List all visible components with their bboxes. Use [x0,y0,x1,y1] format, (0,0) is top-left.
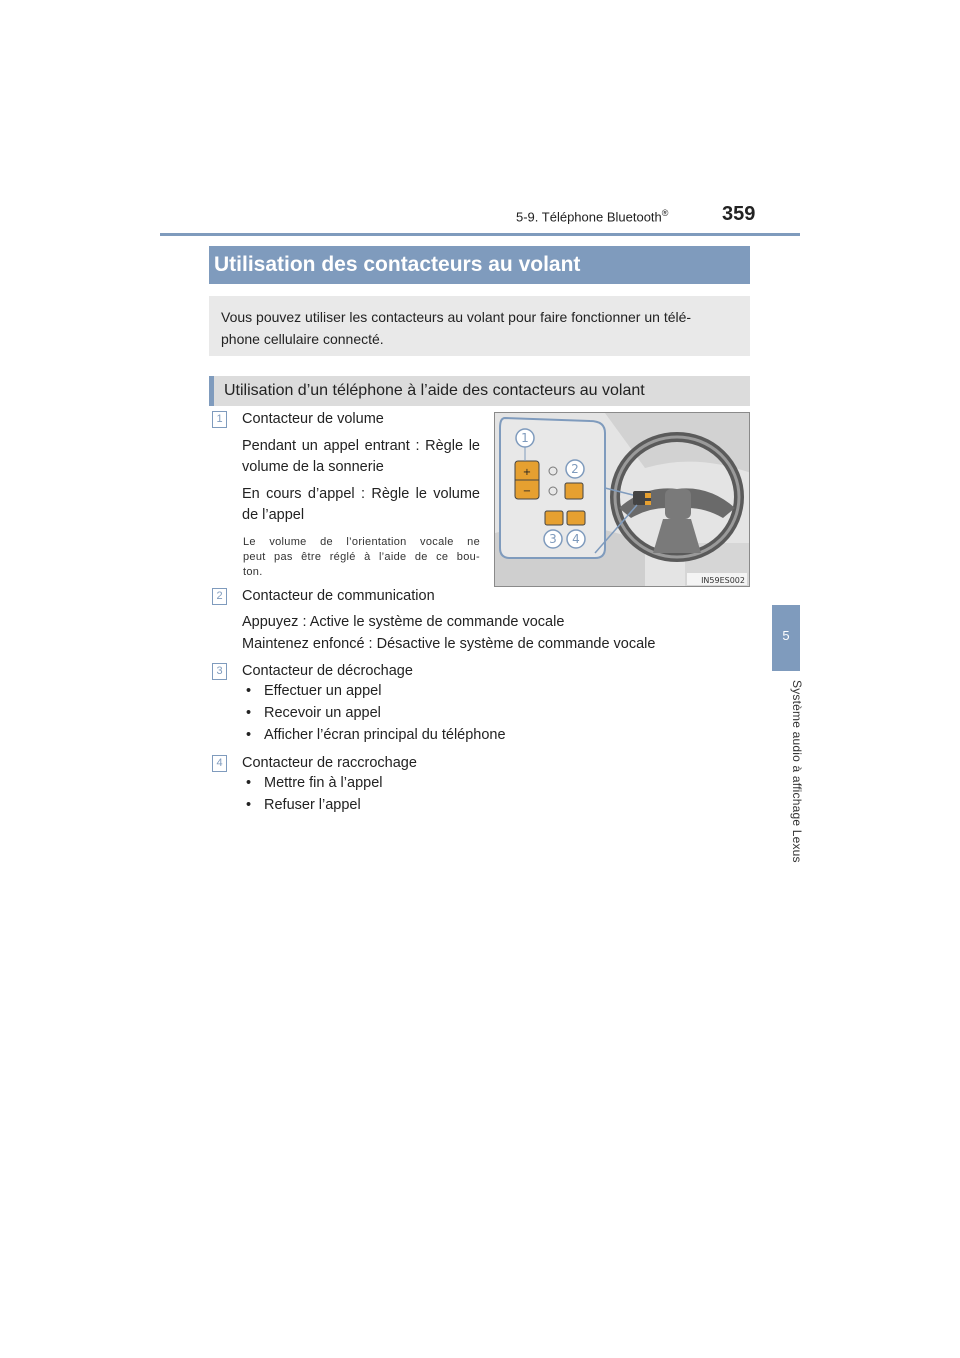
illustration-code: IN59ES002 [701,576,745,585]
item-note: ton. [243,566,263,578]
illustration-callout-label: 3 [549,532,557,546]
item-text: Appuyez : Active le système de commande vocale [242,614,565,630]
chapter-label: Système audio à affichage Lexus [790,680,804,863]
list-item: • Effectuer un appel [246,683,382,699]
item-title: Contacteur de raccrochage [242,755,417,771]
section-header: 5-9. Téléphone Bluetooth® [516,208,669,225]
item-text: Maintenez enfoncé : Désactive le système de commande vocale [242,636,656,652]
illustration-callout-label: 1 [521,431,529,445]
illustration-callout-label: 4 [572,532,580,546]
item-title: Contacteur de communication [242,588,435,604]
item-marker: 1 [212,411,227,428]
svg-text:−: − [522,486,532,497]
illustration-callout-label: 2 [571,462,579,476]
item-title: Contacteur de décrochage [242,663,413,679]
svg-text:+: + [522,467,532,478]
section-title: Utilisation des contacteurs au volant [209,246,750,284]
list-item: • Afficher l’écran principal du téléphone [246,727,506,743]
chapter-number: 5 [782,628,790,643]
item-text: Pendant un appel entrant : Règle le [242,438,480,454]
item-text: de l’appel [242,507,305,523]
list-item: • Mettre fin à l’appel [246,775,383,791]
subsection-heading: Utilisation d’un téléphone à l’aide des contacteurs au volant [209,376,750,406]
intro-box [209,296,750,356]
list-item: • Refuser l’appel [246,797,361,813]
item-text: En cours d’appel : Règle le volume [242,486,480,502]
intro-line: phone cellulaire connecté. [221,331,384,347]
item-marker: 3 [212,663,227,680]
list-item: • Recevoir un appel [246,705,381,721]
intro-line: Vous pouvez utiliser les contacteurs au volant pour faire fonctionner un télé- [221,309,692,325]
item-note: Le volume de l’orientation vocale ne [243,536,480,548]
header-rule [160,233,800,236]
item-text: volume de la sonnerie [242,459,384,475]
item-marker: 4 [212,755,227,772]
item-marker: 2 [212,588,227,605]
steering-wheel-illustration-svg [495,413,750,587]
page-number: 359 [722,203,756,225]
item-note: peut pas être réglé à l’aide de ce bou- [243,551,480,563]
item-title: Contacteur de volume [242,411,384,427]
steering-wheel-illustration [494,412,750,587]
